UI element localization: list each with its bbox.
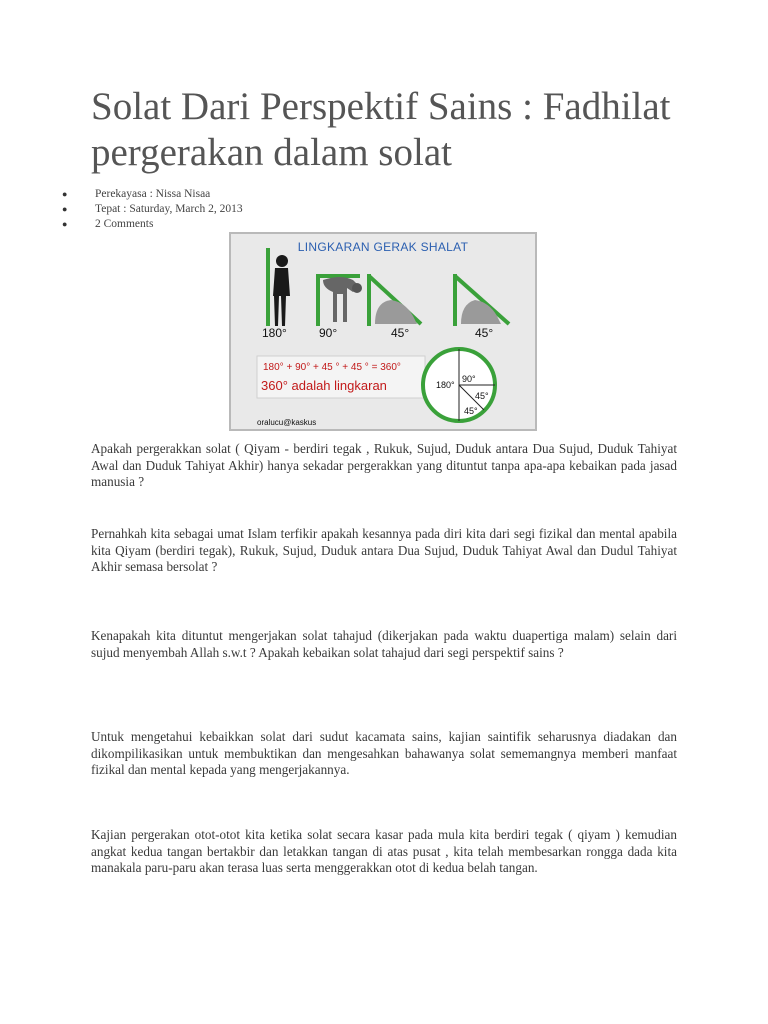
angle-label-standing: 180°: [262, 326, 287, 340]
bullet-icon: ●: [62, 189, 68, 199]
paragraph-2: Pernahkah kita sebagai umat Islam terfikir apakah kesannya pada diri kita dari segi fizikal dan mental apabila kita Qiyam (berdiri tegak), Rukuk, Sujud, Duduk antara Dua Sujud, Duduk Tahiyat Awal dan Dudul Tahiyat Akhir semasa bersolat ?: [91, 526, 677, 575]
bullet-icon: ●: [62, 204, 68, 214]
circle-label-45b: 45°: [464, 406, 478, 416]
prayer-movement-figure: [229, 232, 537, 431]
bowing-posture-icon: [316, 274, 362, 326]
angle-label-prostration: 45°: [391, 326, 410, 340]
angle-equation: 180° + 90° + 45 ° + 45 ° = 360°: [263, 362, 401, 373]
paragraph-1: Apakah pergerakkan solat ( Qiyam - berdiri tegak , Rukuk, Sujud, Duduk antara Dua Sujud, Duduk Tahiyat Awal dan Duduk Tahiyat Akhir) hanya sekadar pergerakkan yang dituntut tanpa apa-apa kebaikan pada jasad manusia ?: [91, 441, 677, 490]
article-title: Solat Dari Perspektif Sains : Fadhilat pergerakan dalam solat: [91, 85, 671, 174]
figure-title: LINGKARAN GERAK SHALAT: [297, 240, 469, 254]
paragraph-4: Untuk mengetahui kebaikkan solat dari sudut kacamata sains, kajian saintifik seharusnya diadakan dan dikompilikasikan untuk membuktikan dan mengesahkan bahawanya solat sememangnya memberi manfaat fizikal dan mental kepada yang mengerjakannya.: [91, 729, 677, 778]
prostration-posture-icon: [367, 274, 421, 326]
circle-label-90: 90°: [462, 374, 476, 384]
article-meta-list: [62, 187, 243, 232]
paragraph-5: Kajian pergerakan otot-otot kita ketika solat secara kasar pada mula kita berdiri tegak ( qiyam ) kemudian angkat kedua tangan bertakbir dan letakkan tangan di atas pusat , kita telah membesarkan rongga dada kita manakala paru-paru akan terasa luas serta menggerakkan otot di kedua belah tangan.: [91, 827, 677, 876]
sitting-posture-icon: [453, 274, 509, 326]
circle-diagram-icon: [423, 349, 495, 421]
meta-author: ● Perekayasa : Nissa Nisaa: [62, 188, 211, 200]
circle-label-180: 180°: [436, 380, 455, 390]
angle-label-sitting: 45°: [475, 326, 494, 340]
angle-label-bowing: 90°: [319, 326, 338, 340]
paragraph-3: Kenapakah kita dituntut mengerjakan solat tahajud (dikerjakan pada waktu duapertiga malam) selain dari sujud menyembah Allah s.w.t ? Apakah kebaikan solat tahajud dari segi perspektif sains ?: [91, 628, 677, 660]
circle-summary: 360° adalah lingkaran: [261, 378, 387, 393]
circle-label-45a: 45°: [475, 391, 489, 401]
figure-credit: oralucu@kaskus: [257, 418, 317, 427]
standing-posture-icon: [266, 248, 290, 326]
meta-date: ● Tepat : Saturday, March 2, 2013: [62, 203, 243, 215]
meta-comments[interactable]: ● 2 Comments: [62, 218, 154, 230]
bullet-icon: ●: [62, 219, 68, 229]
